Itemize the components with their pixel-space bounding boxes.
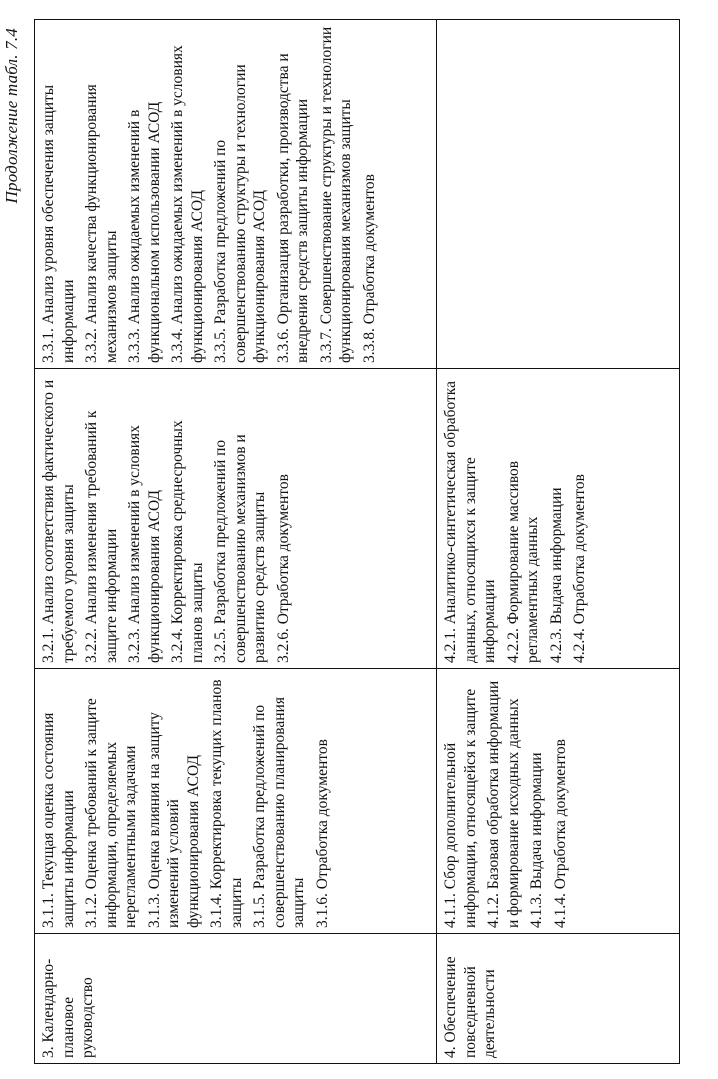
task-item: 3.1.3. Оценка влияния на защиту изменений условий функционирования АСОД	[145, 712, 202, 928]
continuation-table	[34, 19, 680, 1064]
task-item: 3.1.1. Текущая оценка состояния защиты информации	[40, 712, 77, 928]
task-item: 4.1.3. Выдача информации	[528, 752, 545, 928]
task-item: 4.2.2. Формирование массивов регламентных данных	[504, 460, 541, 663]
task-item: 3.1.5. Разработка предложений по совершенствованию планирования защиты	[251, 697, 307, 928]
task-item: 3.3.3. Анализ ожидаемых изменений в функциональном использовании АСОД	[126, 101, 163, 363]
task-item: 3.2.1. Анализ соответствия фактического и требуемого уровня защиты	[40, 379, 77, 663]
task-item: 3.3.1. Анализ уровня обеспечения защиты информации	[40, 84, 77, 363]
task-item: 3.2.2. Анализ изменения требований к защите информации	[83, 410, 120, 663]
level-2-tasks-cell	[35, 369, 437, 669]
task-item: 3.3.4. Анализ ожидаемых изменений в условиях функционирования АСОД	[169, 45, 206, 363]
task-item: 4.2.4. Отработка документов	[571, 474, 588, 663]
table-row	[35, 20, 437, 1064]
task-item: 3.2.5. Разработка предложений по совершенствованию механизмов и развитию средств защиты	[212, 434, 268, 663]
task-item: 4.2.3. Выдача информации	[547, 487, 565, 663]
task-item: 3.3.5. Разработка предложений по совершенствованию структуры и технологии функционирования АСОД	[212, 64, 268, 363]
level-1-tasks-cell	[437, 669, 680, 934]
row-category-cell	[437, 934, 680, 1064]
task-item: 4.2.1. Аналитико-синтетическая обработка данных, относящихся к защите информации	[442, 381, 498, 663]
task-item: 3.3.6. Организация разработки, производства и внедрения средств защиты информации	[274, 53, 311, 363]
row-category-label: 3. Календарно-плановое руководство	[40, 958, 96, 1058]
row-category-cell	[35, 934, 437, 1064]
task-item: 3.2.3. Анализ изменений в условиях функционирования АСОД	[126, 425, 163, 663]
task-item: 3.1.4. Корректировка текущих планов защиты	[208, 679, 245, 928]
level-2-tasks-cell	[437, 369, 680, 669]
row-category-label: 4. Обеспечение повседневной деятельности	[442, 956, 498, 1058]
level-3-tasks-cell	[35, 20, 437, 369]
task-item: 3.3.2. Анализ качества функционирования механизмов защиты	[83, 84, 120, 363]
task-item: 3.3.8. Отработка документов	[360, 174, 378, 363]
task-item: 3.1.6. Отработка документов	[313, 739, 331, 928]
task-item: 4.1.2. Базовая обработка информации и формирование исходных данных	[485, 680, 522, 928]
task-item: 4.1.1. Сбор дополнительной информации, относящейся к защите	[442, 688, 479, 928]
level-1-tasks-cell	[35, 669, 437, 934]
task-item: 3.2.4. Корректировка среднесрочных планов защиты	[169, 420, 206, 663]
table-row	[437, 20, 680, 1064]
level-3-tasks-cell-empty	[437, 20, 680, 369]
task-item: 3.1.2. Оценка требований к защите информации, определяемых нерегламентными задачами	[83, 698, 139, 928]
task-item: 3.3.7. Совершенствование структуры и технологии функционирования механизмов защиты	[317, 26, 354, 363]
task-item: 4.1.4. Отработка документов	[551, 739, 569, 928]
table-caption: Продолжение табл. 7.4	[2, 28, 21, 204]
task-item: 3.2.6. Отработка документов	[274, 474, 292, 663]
